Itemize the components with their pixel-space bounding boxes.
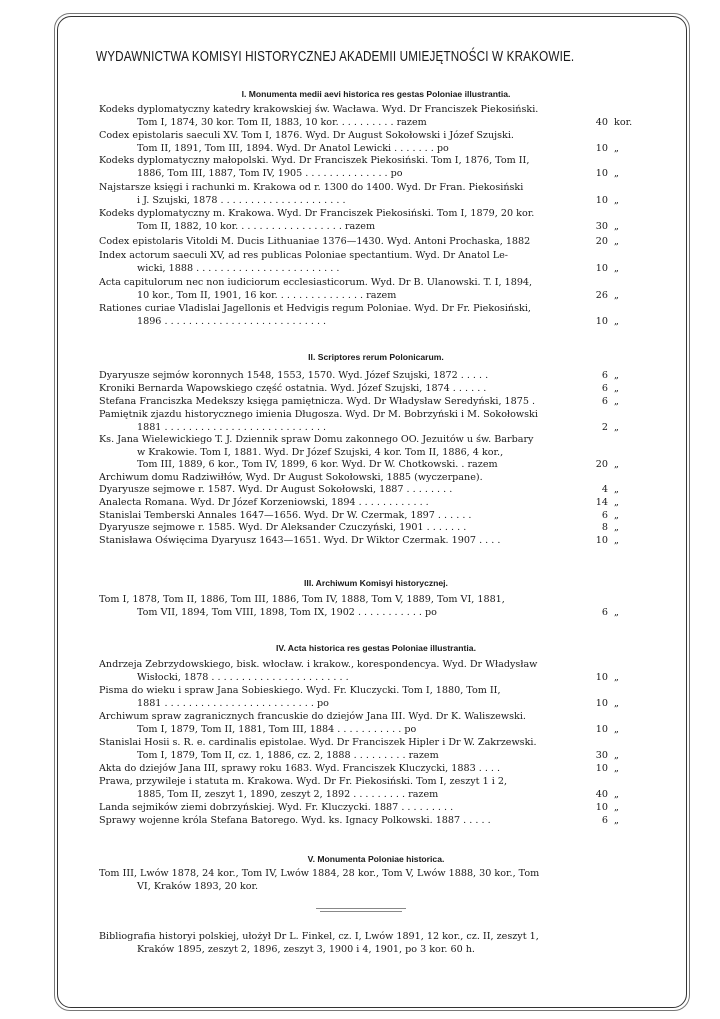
divider-rule bbox=[316, 908, 406, 909]
section-heading: II. Scriptores rerum Polonicarum. bbox=[308, 352, 444, 362]
entry-price bbox=[578, 117, 644, 130]
entry-text: Tom II, 1882, 10 kor. . . . . . . . . . . . . . . . . . razem bbox=[137, 220, 376, 232]
entry-line bbox=[99, 497, 644, 510]
catalog-entry bbox=[99, 130, 644, 155]
entry-line bbox=[99, 594, 644, 607]
catalog-entry bbox=[99, 763, 644, 776]
entry-line bbox=[99, 472, 644, 485]
entry-line bbox=[99, 195, 644, 208]
entry-price bbox=[578, 236, 644, 249]
entry-text: Tom I, 1879, Tom II, cz. 1, 1886, cz. 2, 1888 . . . . . . . . . razem bbox=[137, 749, 439, 761]
price-unit: „ bbox=[614, 194, 619, 206]
entry-line bbox=[99, 459, 644, 472]
page-title: WYDAWNICTWA KOMISYI HISTORYCZNEJ AKADEMII UMIEJĘTNOŚCI W KRAKOWIE. bbox=[96, 48, 575, 65]
price-unit: „ bbox=[614, 510, 619, 521]
entry-line bbox=[99, 510, 644, 523]
price-amount: 2 bbox=[601, 421, 608, 433]
entry-line bbox=[99, 698, 644, 711]
entry-price bbox=[578, 370, 644, 383]
price-unit: „ bbox=[614, 815, 619, 826]
catalog-entry bbox=[99, 434, 644, 472]
entry-text: Najstarsze księgi i rachunki m. Krakowa od r. 1300 do 1400. Wyd. Dr Fran. Piekosiński bbox=[99, 182, 524, 193]
entry-text: Andrzeja Zebrzydowskiego, bisk. włocław. i krakow., korespondencya. Wyd. Dr Władysław bbox=[99, 659, 538, 670]
entry-line bbox=[99, 802, 644, 815]
price-amount: 30 bbox=[595, 749, 608, 761]
catalog-entry bbox=[99, 802, 644, 815]
entry-text: Archiwum domu Radziwiłłów, Wyd. Dr August Sokołowski, 1885 (wyczerpane). bbox=[99, 472, 483, 483]
entry-text: Dyaryusze sejmowe r. 1585. Wyd. Dr Aleksander Czuczyński, 1901 . . . . . . . bbox=[99, 522, 467, 533]
entry-text: Wisłocki, 1878 . . . . . . . . . . . . . . . . . . . . . . . bbox=[137, 671, 349, 683]
entry-text: w Krakowie. Tom I, 1881. Wyd. Dr Józef Szujski, 4 kor. Tom II, 1886, 4 kor., bbox=[137, 446, 504, 458]
price-unit: „ bbox=[614, 497, 619, 508]
catalog-entry bbox=[99, 711, 644, 736]
catalog-entry bbox=[99, 484, 644, 497]
price-unit: kor. bbox=[614, 116, 633, 128]
catalog-entry bbox=[99, 370, 644, 383]
entry-line bbox=[99, 685, 644, 698]
price-amount: 10 bbox=[595, 315, 608, 327]
entry-line bbox=[99, 143, 644, 156]
entry-price bbox=[578, 195, 644, 208]
price-unit: „ bbox=[614, 289, 619, 301]
price-unit: „ bbox=[614, 535, 619, 546]
price-amount: 10 bbox=[595, 671, 608, 683]
price-unit: „ bbox=[614, 763, 619, 774]
entry-line bbox=[99, 263, 644, 276]
entry-text: Sprawy wojenne króla Stefana Batorego. Wyd. ks. Ignacy Polkowski. 1887 . . . . . bbox=[99, 815, 491, 826]
entry-price bbox=[578, 815, 644, 828]
entry-line bbox=[99, 711, 644, 724]
divider-rule bbox=[320, 911, 402, 912]
section-heading: III. Archiwum Komisyi historycznej. bbox=[304, 578, 448, 588]
bibliography-line: Bibliografia historyi polskiej, ułożył Dr L. Finkel, cz. I, Lwów 1891, 12 kor., cz. II, zeszyt 1, bbox=[99, 931, 539, 942]
entry-line bbox=[99, 236, 644, 249]
price-amount: 10 bbox=[595, 262, 608, 274]
price-unit: „ bbox=[614, 167, 619, 179]
entry-price bbox=[578, 672, 644, 685]
price-unit: „ bbox=[614, 802, 619, 813]
price-unit: „ bbox=[614, 236, 619, 247]
entry-line bbox=[99, 776, 644, 789]
entry-line bbox=[99, 168, 644, 181]
price-amount: 6 bbox=[601, 510, 608, 521]
catalog-entry bbox=[99, 776, 644, 801]
entry-line bbox=[99, 370, 644, 383]
entry-text: VI, Kraków 1893, 20 kor. bbox=[137, 880, 259, 892]
entry-line bbox=[99, 815, 644, 828]
entry-line bbox=[99, 447, 644, 460]
catalog-entry bbox=[99, 535, 644, 548]
catalog-entry bbox=[99, 510, 644, 523]
entry-line bbox=[99, 434, 644, 447]
catalog-entry bbox=[99, 208, 644, 233]
entry-price bbox=[578, 522, 644, 535]
price-unit: „ bbox=[614, 421, 619, 433]
price-unit: „ bbox=[614, 723, 619, 735]
bibliography-line: Kraków 1895, zeszyt 2, 1896, zeszyt 3, 1900 i 4, 1901, po 3 kor. 60 h. bbox=[137, 944, 475, 955]
price-unit: „ bbox=[614, 522, 619, 533]
catalog-entry bbox=[99, 815, 644, 828]
entry-line bbox=[99, 881, 654, 894]
entry-text: Codex epistolaris Vitoldi M. Ducis Lithuaniae 1376—1430. Wyd. Antoni Prochaska, 1882 bbox=[99, 236, 531, 247]
price-amount: 10 bbox=[595, 194, 608, 206]
price-unit: „ bbox=[614, 788, 619, 800]
price-amount: 10 bbox=[595, 142, 608, 154]
entry-price bbox=[578, 789, 644, 802]
catalog-entry bbox=[99, 685, 644, 710]
entry-price bbox=[578, 316, 644, 329]
entry-price bbox=[578, 422, 644, 435]
entry-text: Stefana Franciszka Medekszy księga pamiętnicza. Wyd. Dr Władysław Seredyński, 1875 . bbox=[99, 396, 536, 407]
entry-text: Codex epistolaris saeculi XV. Tom I, 1876. Wyd. Dr August Sokołowski i Józef Szujski. bbox=[99, 130, 514, 141]
entry-text: Tom I, 1879, Tom II, 1881, Tom III, 1884 . . . . . . . . . . . po bbox=[137, 723, 417, 735]
entry-price bbox=[578, 221, 644, 234]
entry-line bbox=[99, 182, 644, 195]
entry-line bbox=[99, 208, 644, 221]
entry-text: Landa sejmików ziemi dobrzyńskiej. Wyd. Fr. Kluczycki. 1887 . . . . . . . . . bbox=[99, 802, 454, 813]
entry-line bbox=[99, 750, 644, 763]
entry-line bbox=[99, 737, 644, 750]
price-amount: 30 bbox=[595, 220, 608, 232]
catalog-entry bbox=[99, 594, 644, 619]
price-unit: „ bbox=[614, 484, 619, 495]
entry-text: 1896 . . . . . . . . . . . . . . . . . . . . . . . . . . . bbox=[137, 315, 327, 327]
entry-text: 1881 . . . . . . . . . . . . . . . . . . . . . . . . . po bbox=[137, 697, 329, 709]
price-amount: 20 bbox=[595, 236, 608, 247]
entry-text: Acta capitulorum nec non iudiciorum ecclesiasticorum. Wyd. Dr B. Ulanowski. T. I, 1894, bbox=[99, 277, 533, 288]
entry-text: Dyaryusze sejmowe r. 1587. Wyd. Dr August Sokołowski, 1887 . . . . . . . . bbox=[99, 484, 453, 495]
entry-text: Analecta Romana. Wyd. Dr Józef Korzeniowski, 1894 . . . . . . . . . . . . bbox=[99, 497, 429, 508]
entry-text: Kodeks dyplomatyczny katedry krakowskiej św. Wacława. Wyd. Dr Franciszek Piekosiński. bbox=[99, 104, 539, 115]
entry-price bbox=[578, 750, 644, 763]
entry-text: Tom III, Lwów 1878, 24 kor., Tom IV, Lwów 1884, 28 kor., Tom V, Lwów 1888, 30 kor., Tom bbox=[99, 868, 540, 879]
entry-text: Akta do dziejów Jana III, sprawy roku 1683. Wyd. Franciszek Kluczycki, 1883 . . . . bbox=[99, 763, 501, 774]
price-amount: 6 bbox=[601, 370, 608, 381]
entry-line bbox=[99, 484, 644, 497]
price-amount: 10 bbox=[595, 697, 608, 709]
catalog-entry bbox=[99, 522, 644, 535]
entry-text: 1885, Tom II, zeszyt 1, 1890, zeszyt 2, 1892 . . . . . . . . . razem bbox=[137, 788, 439, 800]
entry-text: Kodeks dyplomatyczny m. Krakowa. Wyd. Dr Franciszek Piekosiński. Tom I, 1879, 20 kor. bbox=[99, 208, 535, 219]
entry-price bbox=[578, 168, 644, 181]
entry-text: Rationes curiae Vladislai Jagellonis et Hedvigis regum Poloniae. Wyd. Dr Fr. Piekosiński, bbox=[99, 303, 531, 314]
price-amount: 8 bbox=[601, 522, 608, 533]
price-unit: „ bbox=[614, 262, 619, 274]
price-unit: „ bbox=[614, 459, 619, 471]
entry-price bbox=[578, 763, 644, 776]
entry-price bbox=[578, 383, 644, 396]
price-amount: 10 bbox=[595, 802, 608, 813]
entry-text: Pisma do wieku i spraw Jana Sobieskiego. Wyd. Fr. Kluczycki. Tom I, 1880, Tom II, bbox=[99, 685, 501, 696]
entry-line bbox=[99, 409, 644, 422]
catalog-entry bbox=[99, 659, 644, 684]
section-heading: V. Monumenta Poloniae historica. bbox=[307, 854, 445, 864]
entry-text: Pamiętnik zjazdu historycznego imienia Długosza. Wyd. Dr M. Bobrzyński i M. Sokołowski bbox=[99, 409, 538, 420]
entry-text: Dyaryusze sejmów koronnych 1548, 1553, 1570. Wyd. Józef Szujski, 1872 . . . . . bbox=[99, 370, 489, 381]
price-unit: „ bbox=[614, 606, 619, 618]
price-amount: 6 bbox=[601, 606, 608, 618]
price-amount: 10 bbox=[595, 763, 608, 774]
entry-line bbox=[99, 383, 644, 396]
catalog-entry bbox=[99, 182, 644, 207]
entry-text: Stanislai Hosii s. R. e. cardinalis epistolae. Wyd. Dr Franciszek Hipler i Dr W. Zakrzewski. bbox=[99, 737, 537, 748]
price-unit: „ bbox=[614, 370, 619, 381]
entry-text: Archiwum spraw zagranicznych francuskie do dziejów Jana III. Wyd. Dr K. Waliszewski. bbox=[99, 711, 526, 722]
catalog-entry bbox=[99, 104, 644, 129]
entry-text: 10 kor., Tom II, 1901, 16 kor. . . . . . . . . . . . . . . razem bbox=[137, 289, 397, 301]
catalog-entry bbox=[99, 409, 644, 434]
price-amount: 6 bbox=[601, 396, 608, 407]
entry-price bbox=[578, 724, 644, 737]
price-unit: „ bbox=[614, 315, 619, 327]
price-amount: 10 bbox=[595, 167, 608, 179]
price-amount: 20 bbox=[595, 459, 608, 471]
price-unit: „ bbox=[614, 671, 619, 683]
price-amount: 6 bbox=[601, 383, 608, 394]
catalog-entry bbox=[99, 277, 644, 302]
price-unit: „ bbox=[614, 749, 619, 761]
catalog-entry bbox=[99, 868, 654, 893]
catalog-entry bbox=[99, 250, 644, 275]
entry-price bbox=[578, 290, 644, 303]
price-amount: 40 bbox=[595, 788, 608, 800]
entry-line bbox=[99, 250, 644, 263]
entry-text: 1881 . . . . . . . . . . . . . . . . . . . . . . . . . . . bbox=[137, 421, 327, 433]
entry-price bbox=[578, 535, 644, 548]
entry-text: Tom II, 1891, Tom III, 1894. Wyd. Dr Anatol Lewicki . . . . . . . po bbox=[137, 142, 449, 154]
catalog-entry bbox=[99, 383, 644, 396]
entry-line bbox=[99, 277, 644, 290]
entry-text: Stanislai Temberski Annales 1647—1656. Wyd. Dr W. Czermak, 1897 . . . . . . bbox=[99, 510, 472, 521]
section-heading: I. Monumenta medii aevi historica res gestas Poloniae illustrantia. bbox=[241, 89, 511, 99]
entry-line bbox=[99, 316, 644, 329]
entry-text: Stanisława Oświęcima Dyaryusz 1643—1651. Wyd. Dr Wiktor Czermak. 1907 . . . . bbox=[99, 535, 501, 546]
entry-line bbox=[99, 535, 644, 548]
entry-line bbox=[99, 607, 644, 620]
entry-line bbox=[99, 522, 644, 535]
entry-text: Tom VII, 1894, Tom VIII, 1898, Tom IX, 1902 . . . . . . . . . . . po bbox=[137, 606, 437, 618]
entry-price bbox=[578, 497, 644, 510]
catalog-entry bbox=[99, 155, 644, 180]
entry-text: Kroniki Bernarda Wapowskiego część ostatnia. Wyd. Józef Szujski, 1874 . . . . . . bbox=[99, 383, 487, 394]
entry-text: 1886, Tom III, 1887, Tom IV, 1905 . . . . . . . . . . . . . . po bbox=[137, 167, 403, 179]
entry-line bbox=[99, 130, 644, 143]
entry-price bbox=[578, 263, 644, 276]
catalog-entry bbox=[99, 737, 644, 762]
entry-text: i J. Szujski, 1878 . . . . . . . . . . . . . . . . . . . . . bbox=[137, 194, 346, 206]
entry-line bbox=[99, 868, 654, 881]
price-amount: 4 bbox=[601, 484, 608, 495]
entry-line bbox=[99, 672, 644, 685]
price-amount: 10 bbox=[595, 535, 608, 546]
entry-line bbox=[99, 396, 644, 409]
price-unit: „ bbox=[614, 220, 619, 232]
entry-line bbox=[99, 724, 644, 737]
price-unit: „ bbox=[614, 383, 619, 394]
catalog-entry bbox=[99, 236, 644, 249]
entry-price bbox=[578, 459, 644, 472]
bibliography-entry bbox=[99, 930, 649, 956]
entry-text: Tom III, 1889, 6 kor., Tom IV, 1899, 6 kor. Wyd. Dr W. Chotkowski. . razem bbox=[137, 459, 498, 471]
entry-text: Tom I, 1878, Tom II, 1886, Tom III, 1886, Tom IV, 1888, Tom V, 1889, Tom VI, 1881, bbox=[99, 594, 505, 605]
entry-price bbox=[578, 143, 644, 156]
catalog-entry bbox=[99, 303, 644, 328]
entry-line bbox=[99, 789, 644, 802]
catalog-entry bbox=[99, 472, 644, 485]
entry-line bbox=[99, 155, 644, 168]
price-amount: 10 bbox=[595, 723, 608, 735]
entry-line bbox=[99, 290, 644, 303]
price-amount: 6 bbox=[601, 815, 608, 826]
price-amount: 14 bbox=[595, 497, 608, 508]
price-unit: „ bbox=[614, 697, 619, 709]
entry-line bbox=[99, 221, 644, 234]
price-unit: „ bbox=[614, 396, 619, 407]
entry-price bbox=[578, 510, 644, 523]
catalog-entry bbox=[99, 497, 644, 510]
entry-price bbox=[578, 607, 644, 620]
entry-text: Ks. Jana Wielewickiego T. J. Dziennik spraw Domu zakonnego OO. Jezuitów u św. Barbary bbox=[99, 434, 534, 445]
entry-text: Tom I, 1874, 30 kor. Tom II, 1883, 10 kor. . . . . . . . . . razem bbox=[137, 116, 427, 128]
price-amount: 40 bbox=[595, 116, 608, 128]
entry-text: Index actorum saeculi XV, ad res publicas Poloniae spectantium. Wyd. Dr Anatol Le- bbox=[99, 250, 508, 261]
entry-price bbox=[578, 698, 644, 711]
entry-text: Kodeks dyplomatyczny małopolski. Wyd. Dr Franciszek Piekosiński. Tom I, 1876, Tom II, bbox=[99, 155, 530, 166]
section-heading: IV. Acta historica res gestas Poloniae illustrantia. bbox=[276, 643, 476, 653]
entry-price bbox=[578, 484, 644, 497]
entry-line bbox=[99, 104, 644, 117]
entry-line bbox=[99, 763, 644, 776]
entry-text: wicki, 1888 . . . . . . . . . . . . . . . . . . . . . . . . bbox=[137, 262, 340, 274]
entry-line bbox=[99, 422, 644, 435]
catalog-entry bbox=[99, 396, 644, 409]
entry-price bbox=[578, 396, 644, 409]
entry-line bbox=[99, 117, 644, 130]
entry-price bbox=[578, 802, 644, 815]
price-amount: 26 bbox=[595, 289, 608, 301]
entry-text: Prawa, przywileje i statuta m. Krakowa. Wyd. Dr Fr. Piekosiński. Tom I, zeszyt 1 i 2, bbox=[99, 776, 508, 787]
entry-line bbox=[99, 303, 644, 316]
price-unit: „ bbox=[614, 142, 619, 154]
entry-line bbox=[99, 659, 644, 672]
